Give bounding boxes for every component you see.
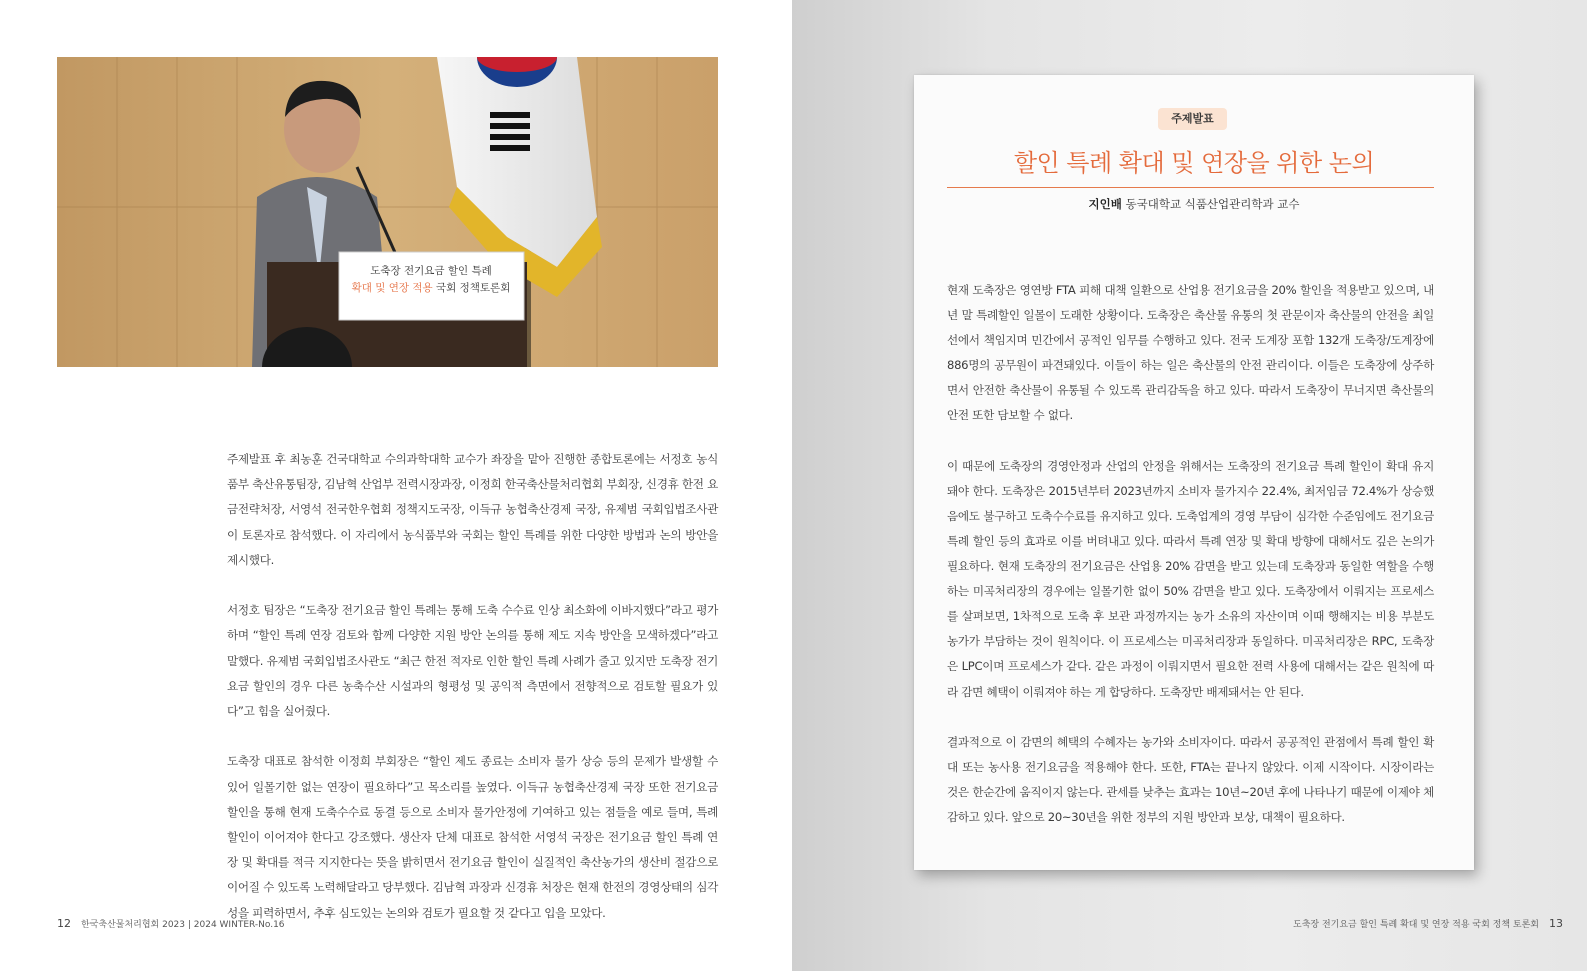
paragraph: 이 때문에 도축장의 경영안정과 산업의 안정을 위해서는 도축장의 전기요금 특례 할인이 확대 유지돼야 한다. 도축장은 2015년부터 2023년까지 소비자 물가지수 22.4%, 최저임금 72.4%가 상승했음에도 불구하고 도축수수료를 유지하고 있다. 도축업계의 경영 부담이 심각한 수준임에도 전기요금 특례 할인 등의 효과로 이를 버텨내고 있다. 따라서 특례 연장 및 확대 방향에 대해서도 깊은 논의가 필요하다. 현재 도축장의 전기요금은 산업용 20% 감면을 받고 있는데 도축장과 동일한 역할을 수행하는 미곡처리장의 경우에는 일몰기한 없이 50% 감면을 받고 있다. 도축장에서 이뤄지는 프로세스를 살펴보면, 1차적으로 도축 후 보관 과정까지는 농가 소유의 자산이며 이때 행해지는 비용 부분도 농가가 부담하는 것이 원칙이다. 이 프로세스는 미곡처리장과 동일하다. 미곡처리장은 RPC, 도축장은 LPC이며 프로세스가 같다. 같은 과정이 이뤄지면서 필요한 전력 사용에 대해서는 같은 원칙에 따라 감면 혜택이 이뤄져야 하는 게 합당하다. 도축장만 배제돼서는 안 된다. — [947, 458, 1434, 699]
author-line — [914, 196, 1474, 212]
author-name: 지인배 — [1088, 197, 1122, 211]
publication-info: 한국축산물처리협회 2023 | 2024 WINTER-No.16 — [81, 920, 285, 930]
paragraph: 결과적으로 이 감면의 혜택의 수혜자는 농가와 소비자이다. 따라서 공공적인 관점에서 특례 할인 확대 또는 농사용 전기요금을 적용해야 한다. 또한, FTA는 끝나지 않았다. 이제 시작이다. 시장이라는 것은 한순간에 움직이지 않는다. 관세를 낮추는 효과는 10년~20년 후에 나타나기 때문에 이제야 체감하고 있다. 앞으로 20~30년을 위한 정부의 지원 방안과 보상, 대책이 필요하다. — [947, 734, 1434, 824]
svg-text:확대 및 연장 적용 국회 정책토론회 — [352, 281, 511, 294]
folio-left — [57, 917, 285, 930]
page-number: 12 — [57, 917, 71, 930]
title-rule — [947, 187, 1434, 188]
paragraph: 현재 도축장은 영연방 FTA 피해 대책 일환으로 산업용 전기요금을 20% 할인을 적용받고 있으며, 내년 말 특례할인 일몰이 도래한 상황이다. 도축장은 축산물 유통의 첫 관문이자 축산물의 안전을 최일선에서 책임지며 민간에서 공적인 임무를 수행하고 있다. 전국 도계장 포함 132개 도축장/도계장에 886명의 공무원이 파견돼있다. 이들이 하는 일은 축산물의 안전 관리이다. 이들은 도축장에 상주하면서 안전한 축산물이 유통될 수 있도록 관리감독을 하고 있다. 따라서 도축장이 무너지면 축산물의 안전 또한 담보할 수 없다. — [947, 283, 1434, 423]
page-number: 13 — [1549, 917, 1563, 930]
paragraph: 주제발표 후 최농훈 건국대학교 수의과학대학 교수가 좌장을 맡아 진행한 종합토론에는 서정호 농식품부 축산유통팀장, 김남혁 산업부 전력시장과장, 이정희 한국축산물처리협회 부회장, 신경휴 한전 요금전략처장, 서영석 전국한우협회 정책지도국장, 이득규 농협축산경제 국장, 유제범 국회입법조사관이 토론자로 참석했다. 이 자리에서 농식품부와 국회는 할인 특례를 위한 다양한 방법과 논의 방안을 제시했다. — [227, 452, 718, 567]
author-affiliation: 동국대학교 식품산업관리학과 교수 — [1121, 197, 1300, 211]
paragraph: 도축장 대표로 참석한 이정희 부회장은 “할인 제도 종료는 소비자 물가 상승 등의 문제가 발생할 수 있어 일몰기한 없는 연장이 필요하다”고 목소리를 높였다. 이득규 농협축산경제 국장 또한 전기요금 할인을 통해 현재 도축수수료 동결 등으로 소비자 물가안정에 기여하고 있는 점들을 예로 들며, 특례 할인이 이어져야 한다고 강조했다. 생산자 단체 대표로 참석한 서영석 국장은 전기요금 할인 특례 연장 및 확대를 적극 지지한다는 뜻을 밝히면서 전기요금 할인이 실질적인 축산농가의 생산비 절감으로 이어질 수 있도록 노력해달라고 당부했다. 김남혁 과장과 신경휴 처장은 현재 한전의 경영상태의 심각성을 피력하면서, 추후 심도있는 논의와 검토가 필요할 것 같다고 입을 모았다. — [227, 754, 718, 920]
left-page — [0, 0, 792, 971]
presentation-sheet — [914, 75, 1474, 870]
running-title: 도축장 전기요금 할인 특례 확대 및 연장 적용 국회 정책 토론회 — [1293, 920, 1539, 930]
banner-rest: 국회 정책토론회 — [432, 282, 511, 294]
paragraph: 서정호 팀장은 “도축장 전기요금 할인 특례는 통해 도축 수수료 인상 최소화에 이바지했다”라고 평가하며 “할인 특례 연장 검토와 함께 다양한 지원 방안 논의를 통해 제도 지속 방안을 모색하겠다”라고 말했다. 유제범 국회입법조사관도 “최근 한전 적자로 인한 할인 특례 사례가 줄고 있지만 도축장 전기요금 할인의 경우 다른 농축수산 시설과의 형평성 및 공익적 측면에서 전향적으로 검토할 필요가 있다”고 힘을 실어줬다. — [227, 603, 718, 719]
right-page — [792, 0, 1587, 971]
banner-highlight: 확대 및 연장 적용 — [351, 282, 433, 294]
folio-right — [1293, 917, 1563, 930]
speaker-photo — [57, 57, 718, 367]
article-body-right — [947, 278, 1434, 855]
article-body-left — [227, 447, 718, 951]
article-title: 할인 특례 확대 및 연장을 위한 논의 — [1013, 149, 1375, 177]
banner-line1: 도축장 전기요금 할인 특례 — [370, 265, 492, 277]
section-badge: 주제발표 — [1158, 108, 1227, 130]
